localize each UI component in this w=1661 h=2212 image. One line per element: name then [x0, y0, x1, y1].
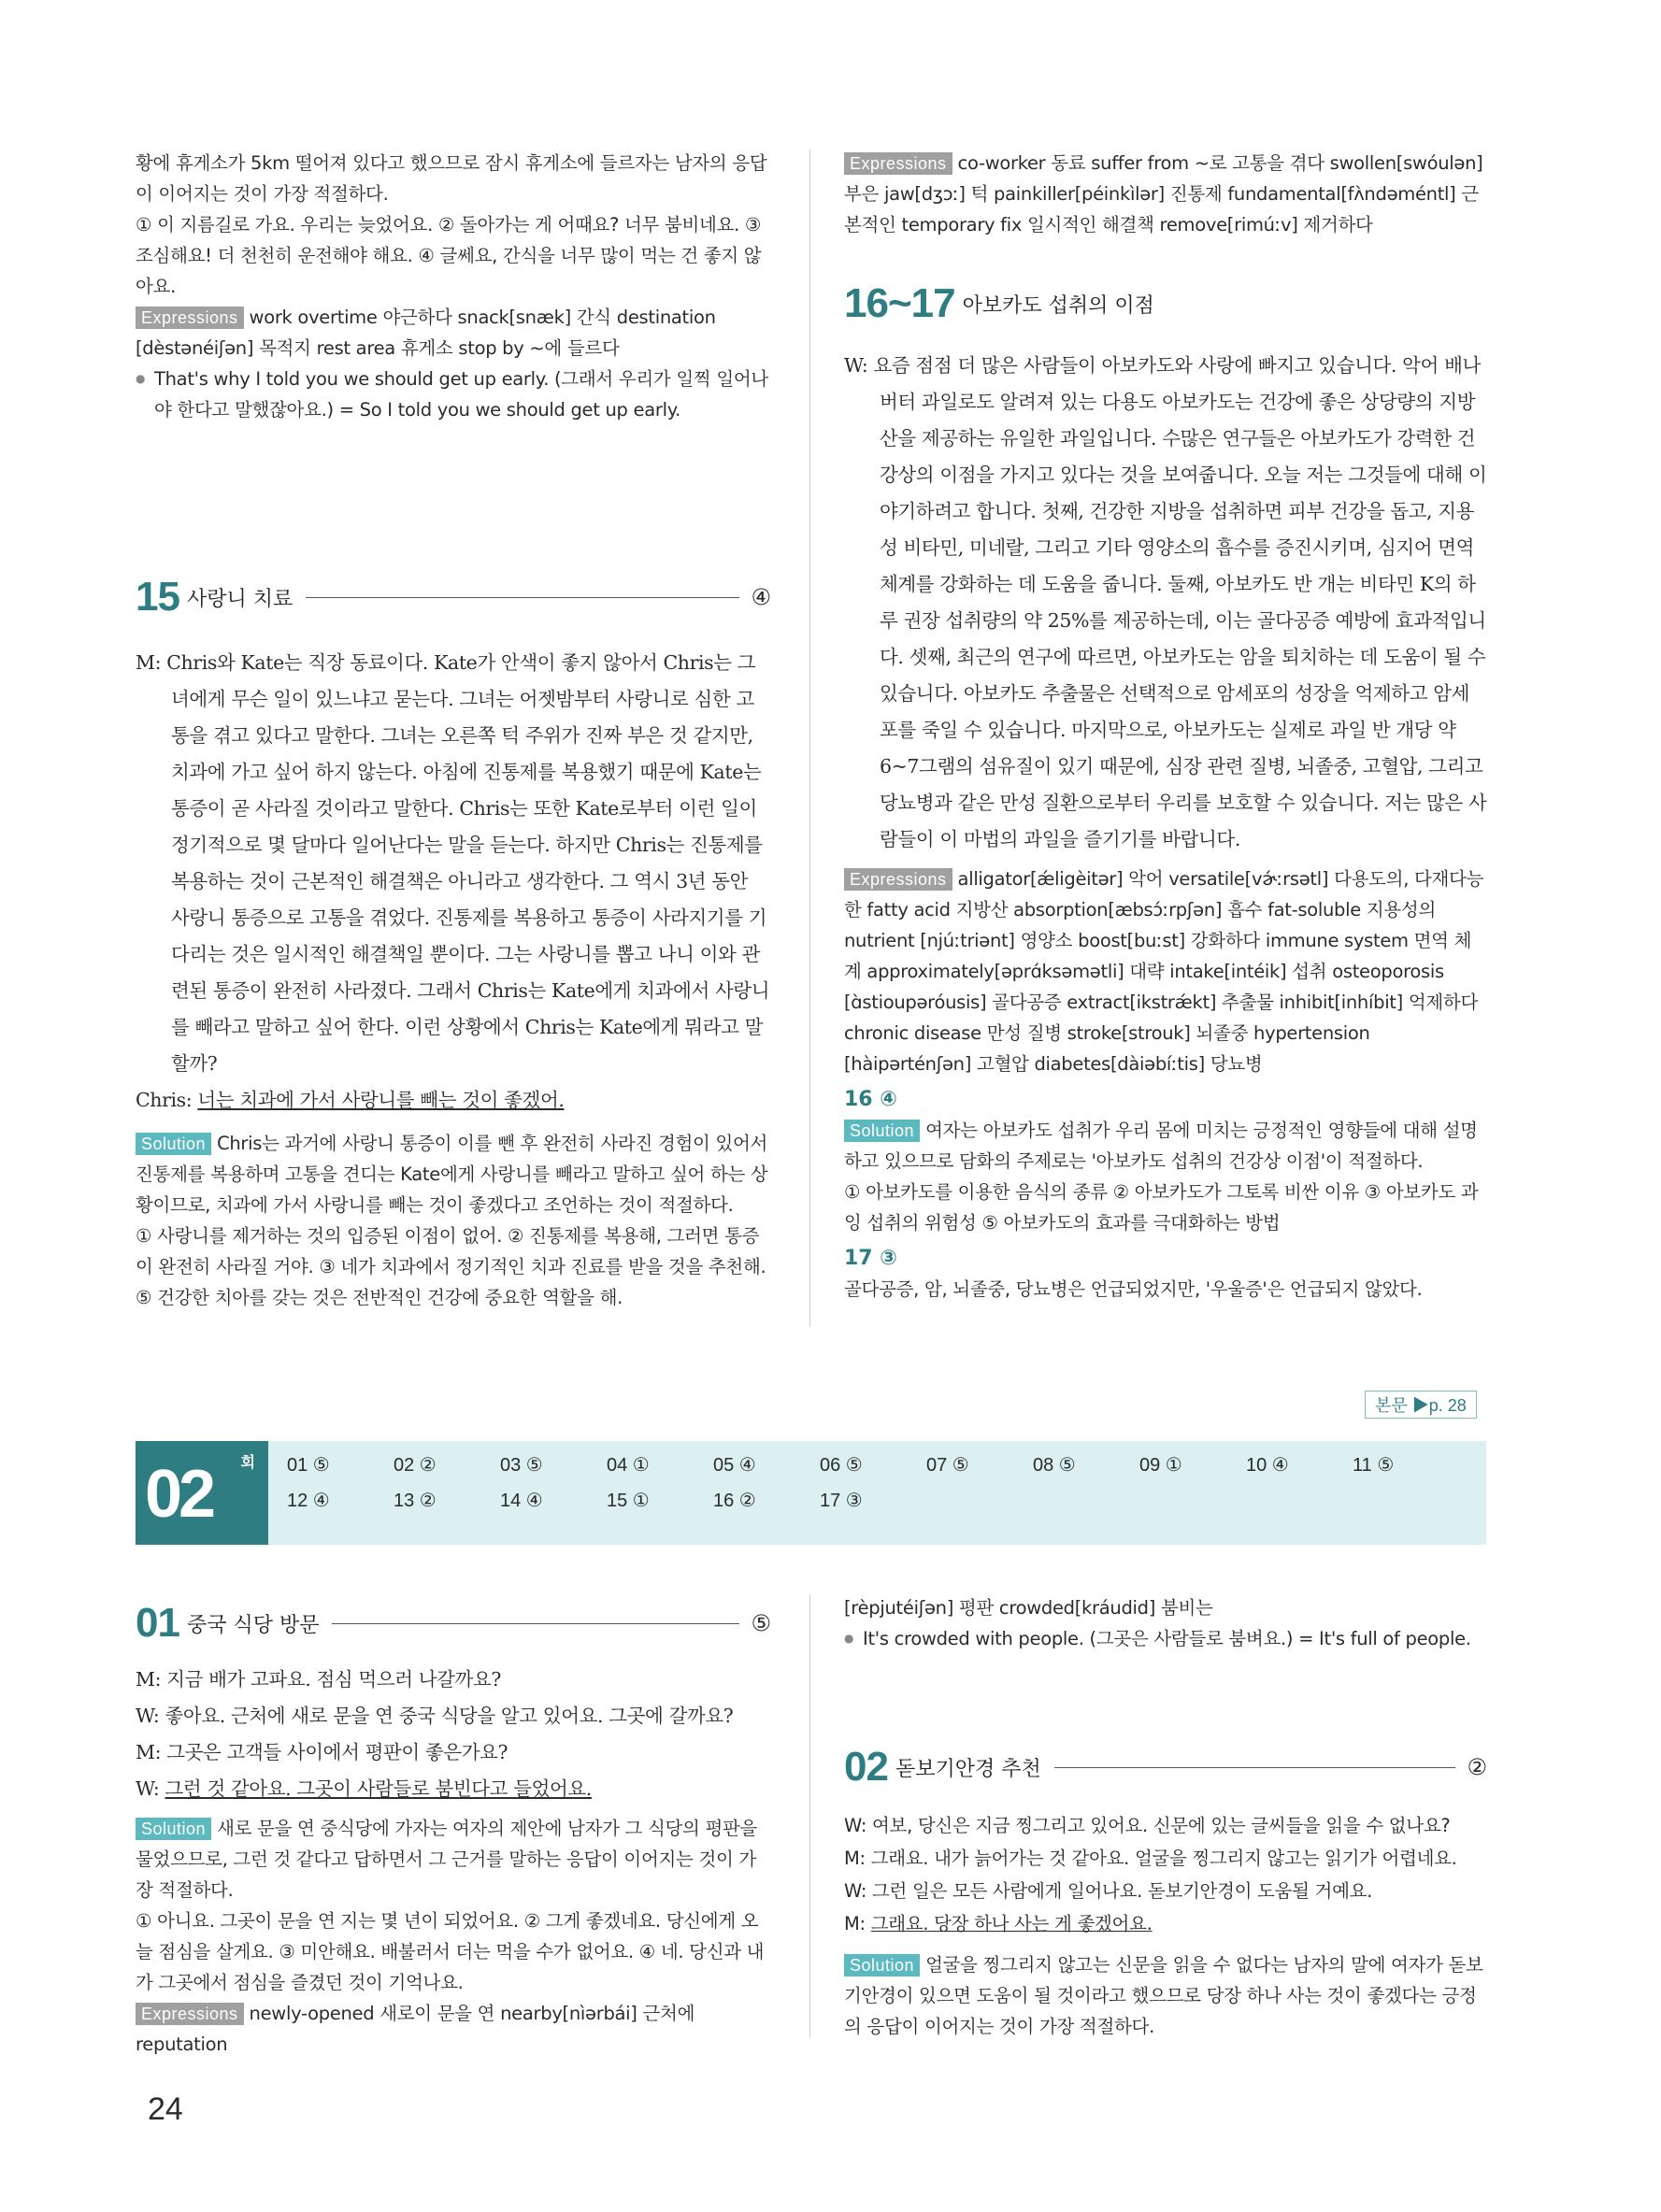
answer-item: 10 ④ — [1246, 1455, 1289, 1476]
m2-label: M: — [844, 1913, 866, 1934]
q02-solution — [844, 1949, 1487, 2042]
q17-solution: 골다공증, 암, 뇌졸중, 당뇨병은 언급되었지만, '우울증'은 언급되지 않았다. — [844, 1278, 1423, 1300]
left-top-block — [136, 148, 771, 425]
q15-solution-text: Chris는 과거에 사랑니 통증이 이를 뺀 후 완전히 사라진 경험이 있어서 진통제를 복용하며 고통을 견디는 Kate에게 사랑니를 빼라고 말하고 싶어 하는 상황이므로, 치과에 가서 사랑니를 빼는 것이 좋겠다고 조언하는 것이 적절하다. — [136, 1133, 768, 1216]
q02-number: 02 — [844, 1744, 888, 1790]
answer-grid — [268, 1441, 1459, 1545]
answer-item: 16 ② — [713, 1491, 756, 1511]
q16-17-title: 아보카도 섭취의 이점 — [962, 293, 1154, 318]
q15-choices: ① 사랑니를 제거하는 것의 입증된 이점이 없어. ② 진통제를 복용해, 그러면 통증이 완전히 사라질 거야. ③ 네가 치과에서 정기적인 치과 진료를 받을 것을 추천해. ⑤ 건강한 치아를 갖는 것은 전반적인 건강에 중요한 역할을 해. — [136, 1225, 766, 1308]
expressions-tag: Expressions — [136, 307, 244, 329]
answer-item: 05 ④ — [713, 1455, 756, 1476]
answer-item: 12 ④ — [287, 1491, 330, 1511]
q15-script: M: Chris와 Kate는 직장 동료이다. Kate가 안색이 좋지 않아서 Chris는 그녀에게 무슨 일이 있느냐고 묻는다. 그녀는 어젯밤부터 사랑니로 심한 고통을 겪고 있다고 말한다. 그녀는 오른쪽 턱 주위가 진짜 부은 것 같지만, 치과에 가고 싶어 하지 않는다. 아침에 진통제를 복용했기 때문에 Kate는 통증이 곧 사라질 것이라고 말한다. Chris는 또한 Kate로부터 이런 일이 정기적으로 몇 달마다 일어난다는 말을 듣는다. 하지만 Chris는 진통제를 복용하는 것이 근본적인 해결책은 아니라고 생각한다. 그 역시 3년 동안 사랑니 통증으로 고통을 겪었다. 진통제를 복용하고 통증이 사라지기를 기다리는 것은 일시적인 해결책일 뿐이다. 그는 사랑니를 뽑고 나니 이와 관련된 통증이 완전히 사라졌다. 그래서 Chris는 Kate에게 치과에서 사랑니를 빼라고 말하고 싶어 한다. 이런 상황에서 Chris는 Kate에게 뭐라고 말할까? — [136, 651, 770, 1075]
q02-line-m2 — [844, 1907, 1487, 1940]
answer-item: 04 ① — [607, 1455, 650, 1476]
q16-17-expressions — [844, 863, 1487, 1079]
chris-response: 너는 치과에 가서 사랑니를 빼는 것이 좋겠어. — [197, 1089, 565, 1111]
q15-number: 15 — [136, 574, 179, 620]
explanation-text: 황에 휴게소가 5km 떨어져 있다고 했으므로 잠시 휴게소에 들르자는 남자의 응답이 이어지는 것이 가장 적절하다. — [136, 152, 767, 205]
q02-line-m1: M: 그래요. 내가 늙어가는 것 같아요. 얼굴을 찡그리지 않고는 읽기가 어렵네요. — [844, 1848, 1457, 1869]
solution-tag: Solution — [136, 1133, 211, 1155]
question-01 — [136, 1600, 771, 2060]
expressions-text: work overtime 야근하다 snack[snæk] 간식 destination [dèstənéiʃən] 목적지 rest area 휴게소 stop by ~에 들르다 — [136, 307, 716, 359]
q02-line-w1: W: 여보, 당신은 지금 찡그리고 있어요. 신문에 있는 글씨들을 읽을 수 없나요? — [844, 1815, 1451, 1836]
answer-item: 01 ⑤ — [287, 1455, 330, 1476]
q16-solution-text: 여자는 아보카도 섭취가 우리 몸에 미치는 긍정적인 영향들에 대해 설명하고 있으므로 담화의 주제로는 '아보카도 섭취의 건강상 이점'이 적절하다. — [844, 1120, 1478, 1172]
question-01-continued — [844, 1592, 1487, 1654]
q15-heading — [136, 574, 771, 621]
answer-item: 11 ⑤ — [1353, 1455, 1395, 1476]
q01-number: 01 — [136, 1600, 179, 1646]
expressions — [844, 148, 1487, 240]
q01-expressions-continued: [rèpjutéiʃən] 평판 crowded[kráudid] 붐비는 — [844, 1597, 1213, 1619]
q16-solution — [844, 1115, 1487, 1177]
q01-expressions — [136, 1998, 771, 2060]
q01-solution-text: 새로 문을 연 중식당에 가자는 여자의 제안에 남자가 그 식당의 평판을 물었으므로, 그런 것 같다고 답하면서 그 근거를 말하는 응답이 이어지는 것이 가장 적절하다. — [136, 1818, 758, 1901]
expressions-tag: Expressions — [844, 868, 952, 891]
q15-solution — [136, 1128, 771, 1220]
expressions — [136, 302, 771, 364]
q16-17-script: W: 요즘 점점 더 많은 사람들이 아보카도와 사랑에 빠지고 있습니다. 악어 배나 버터 과일로도 알려져 있는 다용도 아보카도는 건강에 좋은 상당량의 지방산을 제공하는 유일한 과일입니다. 수많은 연구들은 아보카도가 강력한 건강상의 이점을 가지고 있다는 것을 보여줍니다. 오늘 저는 그것들에 대해 이야기하려고 합니다. 첫째, 건강한 지방을 섭취하면 피부 건강을 돕고, 지용성 비타민, 미네랄, 그리고 기타 영양소의 흡수를 증진시키며, 심지어 면역 체계를 강화하는 데 도움을 줍니다. 둘째, 아보카도 반 개는 비타민 K의 하루 권장 섭취량의 약 25%를 제공하는데, 이는 골다공증 예방에 효과적입니다. 셋째, 최근의 연구에 따르면, 아보카도는 암을 퇴치하는 데 도움이 될 수 있습니다. 아보카도 추출물은 선택적으로 암세포의 성장을 억제하고 암세포를 죽일 수 있습니다. 마지막으로, 아보카도는 실제로 과일 반 개당 약 6~7그램의 섬유질이 있기 때문에, 심장 관련 질병, 뇌졸중, 고혈압, 그리고 당뇨병과 같은 만성 질환으로부터 우리를 보호할 수 있습니다. 저는 많은 사람들이 이 마법의 과일을 즐기기를 바랍니다. — [844, 354, 1487, 850]
q02-title: 돋보기안경 추천 — [895, 1757, 1041, 1781]
answer-item: 08 ⑤ — [1033, 1455, 1076, 1476]
q01-answer: ⑤ — [751, 1610, 771, 1636]
q16-choices: ① 아보카도를 이용한 음식의 종류 ② 아보카도가 그토록 비싼 이유 ③ 아보카도 과잉 섭취의 위험성 ⑤ 아보카도의 효과를 극대화하는 방법 — [844, 1181, 1479, 1234]
q02-answer: ② — [1467, 1754, 1487, 1780]
right-top-block — [844, 148, 1487, 240]
answer-item: 15 ① — [607, 1491, 650, 1511]
q16-17-number: 16~17 — [844, 280, 955, 326]
question-16-17 — [844, 280, 1487, 1305]
question-15 — [136, 574, 771, 1313]
q01-line-w2 — [136, 1771, 771, 1807]
choices-text: ① 이 지름길로 가요. 우리는 늦었어요. ② 돌아가는 게 어때요? 너무 붐비네요. ③ 조심해요! 더 천천히 운전해야 해요. ④ 글쎄요, 간식을 너무 많이 먹는 건 좋지 않아요. — [136, 214, 762, 297]
solution-tag: Solution — [844, 1120, 920, 1142]
q01-line-m1: M: 지금 배가 고파요. 점심 먹으러 나갈까요? — [136, 1668, 501, 1691]
expressions-tag: Expressions — [844, 152, 952, 175]
round-number-box — [136, 1441, 268, 1545]
q15-title: 사랑니 치료 — [186, 587, 294, 611]
page-number: 24 — [148, 2091, 183, 2127]
chris-label: Chris: — [136, 1089, 193, 1111]
heading-rule — [1054, 1767, 1456, 1768]
column-divider-bottom — [809, 1594, 810, 2038]
expressions-text: co-worker 동료 suffer from ~로 고통을 겪다 swollen[swóulən] 부은 jaw[dʒɔː] 턱 painkiller[péinkìlər] 진통제 fundamental[fʌ̀ndəméntl] 근본적인 temporary fix 일시적인 해결책 remove[rimúːv] 제거하다 — [844, 152, 1483, 235]
expressions-tag: Expressions — [136, 2003, 244, 2025]
q01-choices: ① 아니요. 그곳이 문을 연 지는 몇 년이 되었어요. ② 그게 좋겠네요. 당신에게 오늘 점심을 살게요. ③ 미안해요. 배불러서 더는 먹을 수가 없어요. ④ 네. 당신과 내가 그곳에서 점심을 즐겼던 것이 기억나요. — [136, 1910, 765, 1993]
solution-tag: Solution — [136, 1818, 211, 1840]
w2-label: W: — [136, 1777, 160, 1800]
heading-rule — [332, 1623, 739, 1624]
answer-item: 07 ⑤ — [926, 1455, 969, 1476]
q01-heading — [136, 1600, 771, 1647]
q01-title: 중국 식당 방문 — [186, 1613, 320, 1637]
answer-item: 13 ② — [394, 1491, 437, 1511]
answer-item: 14 ④ — [500, 1491, 543, 1511]
q01-line-m2: M: 그곳은 고객들 사이에서 평판이 좋은가요? — [136, 1741, 508, 1763]
solution-tag: Solution — [844, 1954, 920, 1977]
question-02 — [844, 1744, 1487, 2042]
q16-17-heading — [844, 280, 1487, 327]
round-suffix: 회 — [240, 1455, 255, 1471]
q02-solution-text: 얼굴을 찡그리지 않고는 신문을 읽을 수 없다는 남자의 말에 여자가 돋보기안경이 있으면 도움이 될 것이라고 했으므로 당장 하나 사는 것이 좋겠다는 긍정의 응답이 이어지는 것이 가장 적절하다. — [844, 1954, 1483, 2037]
page-reference-badge: 본문 ▶p. 28 — [1365, 1391, 1477, 1419]
column-divider-top — [809, 150, 810, 1327]
answer-item: 17 ③ — [820, 1491, 863, 1511]
answer-item: 02 ② — [394, 1455, 437, 1476]
answer-item: 03 ⑤ — [500, 1455, 543, 1476]
round-number: 02 — [145, 1457, 213, 1532]
answer-item: 09 ① — [1139, 1455, 1182, 1476]
m2-response: 그래요. 당장 하나 사는 게 좋겠어요. — [870, 1913, 1153, 1934]
answer-key-band — [136, 1441, 1486, 1545]
q16-answer: 16 ④ — [844, 1088, 897, 1111]
q01-solution — [136, 1813, 771, 1905]
bullet-note: ● It's crowded with people. (그곳은 사람들로 붐벼요.) = It's full of people. — [844, 1623, 1487, 1654]
q02-heading — [844, 1744, 1487, 1791]
heading-rule — [306, 597, 739, 598]
answer-item: 06 ⑤ — [820, 1455, 863, 1476]
q02-line-w2: W: 그런 일은 모든 사람에게 일어나요. 돋보기안경이 도움될 거예요. — [844, 1880, 1373, 1902]
q17-answer: 17 ③ — [844, 1247, 897, 1270]
q01-line-w1: W: 좋아요. 근처에 새로 문을 연 중국 식당을 알고 있어요. 그곳에 갈까요? — [136, 1705, 734, 1727]
bullet-note: ● That's why I told you we should get up early. (그래서 우리가 일찍 일어나야 한다고 말했잖아요.) = So I told you we should get up early. — [136, 364, 771, 425]
q15-chris-line — [136, 1082, 771, 1119]
w2-response: 그런 것 같아요. 그곳이 사람들로 붐빈다고 들었어요. — [165, 1777, 592, 1800]
expressions-text: alligator[ǽligèitər] 악어 versatile[vɚ́ːrsətl] 다용도의, 다재다능한 fatty acid 지방산 absorption[æbsɔ́ːrpʃən] 흡수 fat-soluble 지용성의 nutrient [njúːtriənt] 영양소 boost[buːst] 강화하다 immune system 면역 체계 approximately[əprɑ́ksəmətli] 대략 intake[intéik] 섭취 osteoporosis [ɑ̀stioupəróusis] 골다공증 extract[ikstrǽkt] 추출물 inhibit[inhíbit] 억제하다 chronic disease 만성 질병 stroke[strouk] 뇌졸중 hypertension [hàipərténʃən] 고혈압 diabetes[dàiəbíːtis] 당뇨병 — [844, 868, 1484, 1075]
expressions-text: newly-opened 새로이 문을 연 nearby[nìərbái] 근처에 reputation — [136, 2003, 695, 2055]
q15-answer: ④ — [751, 584, 771, 610]
